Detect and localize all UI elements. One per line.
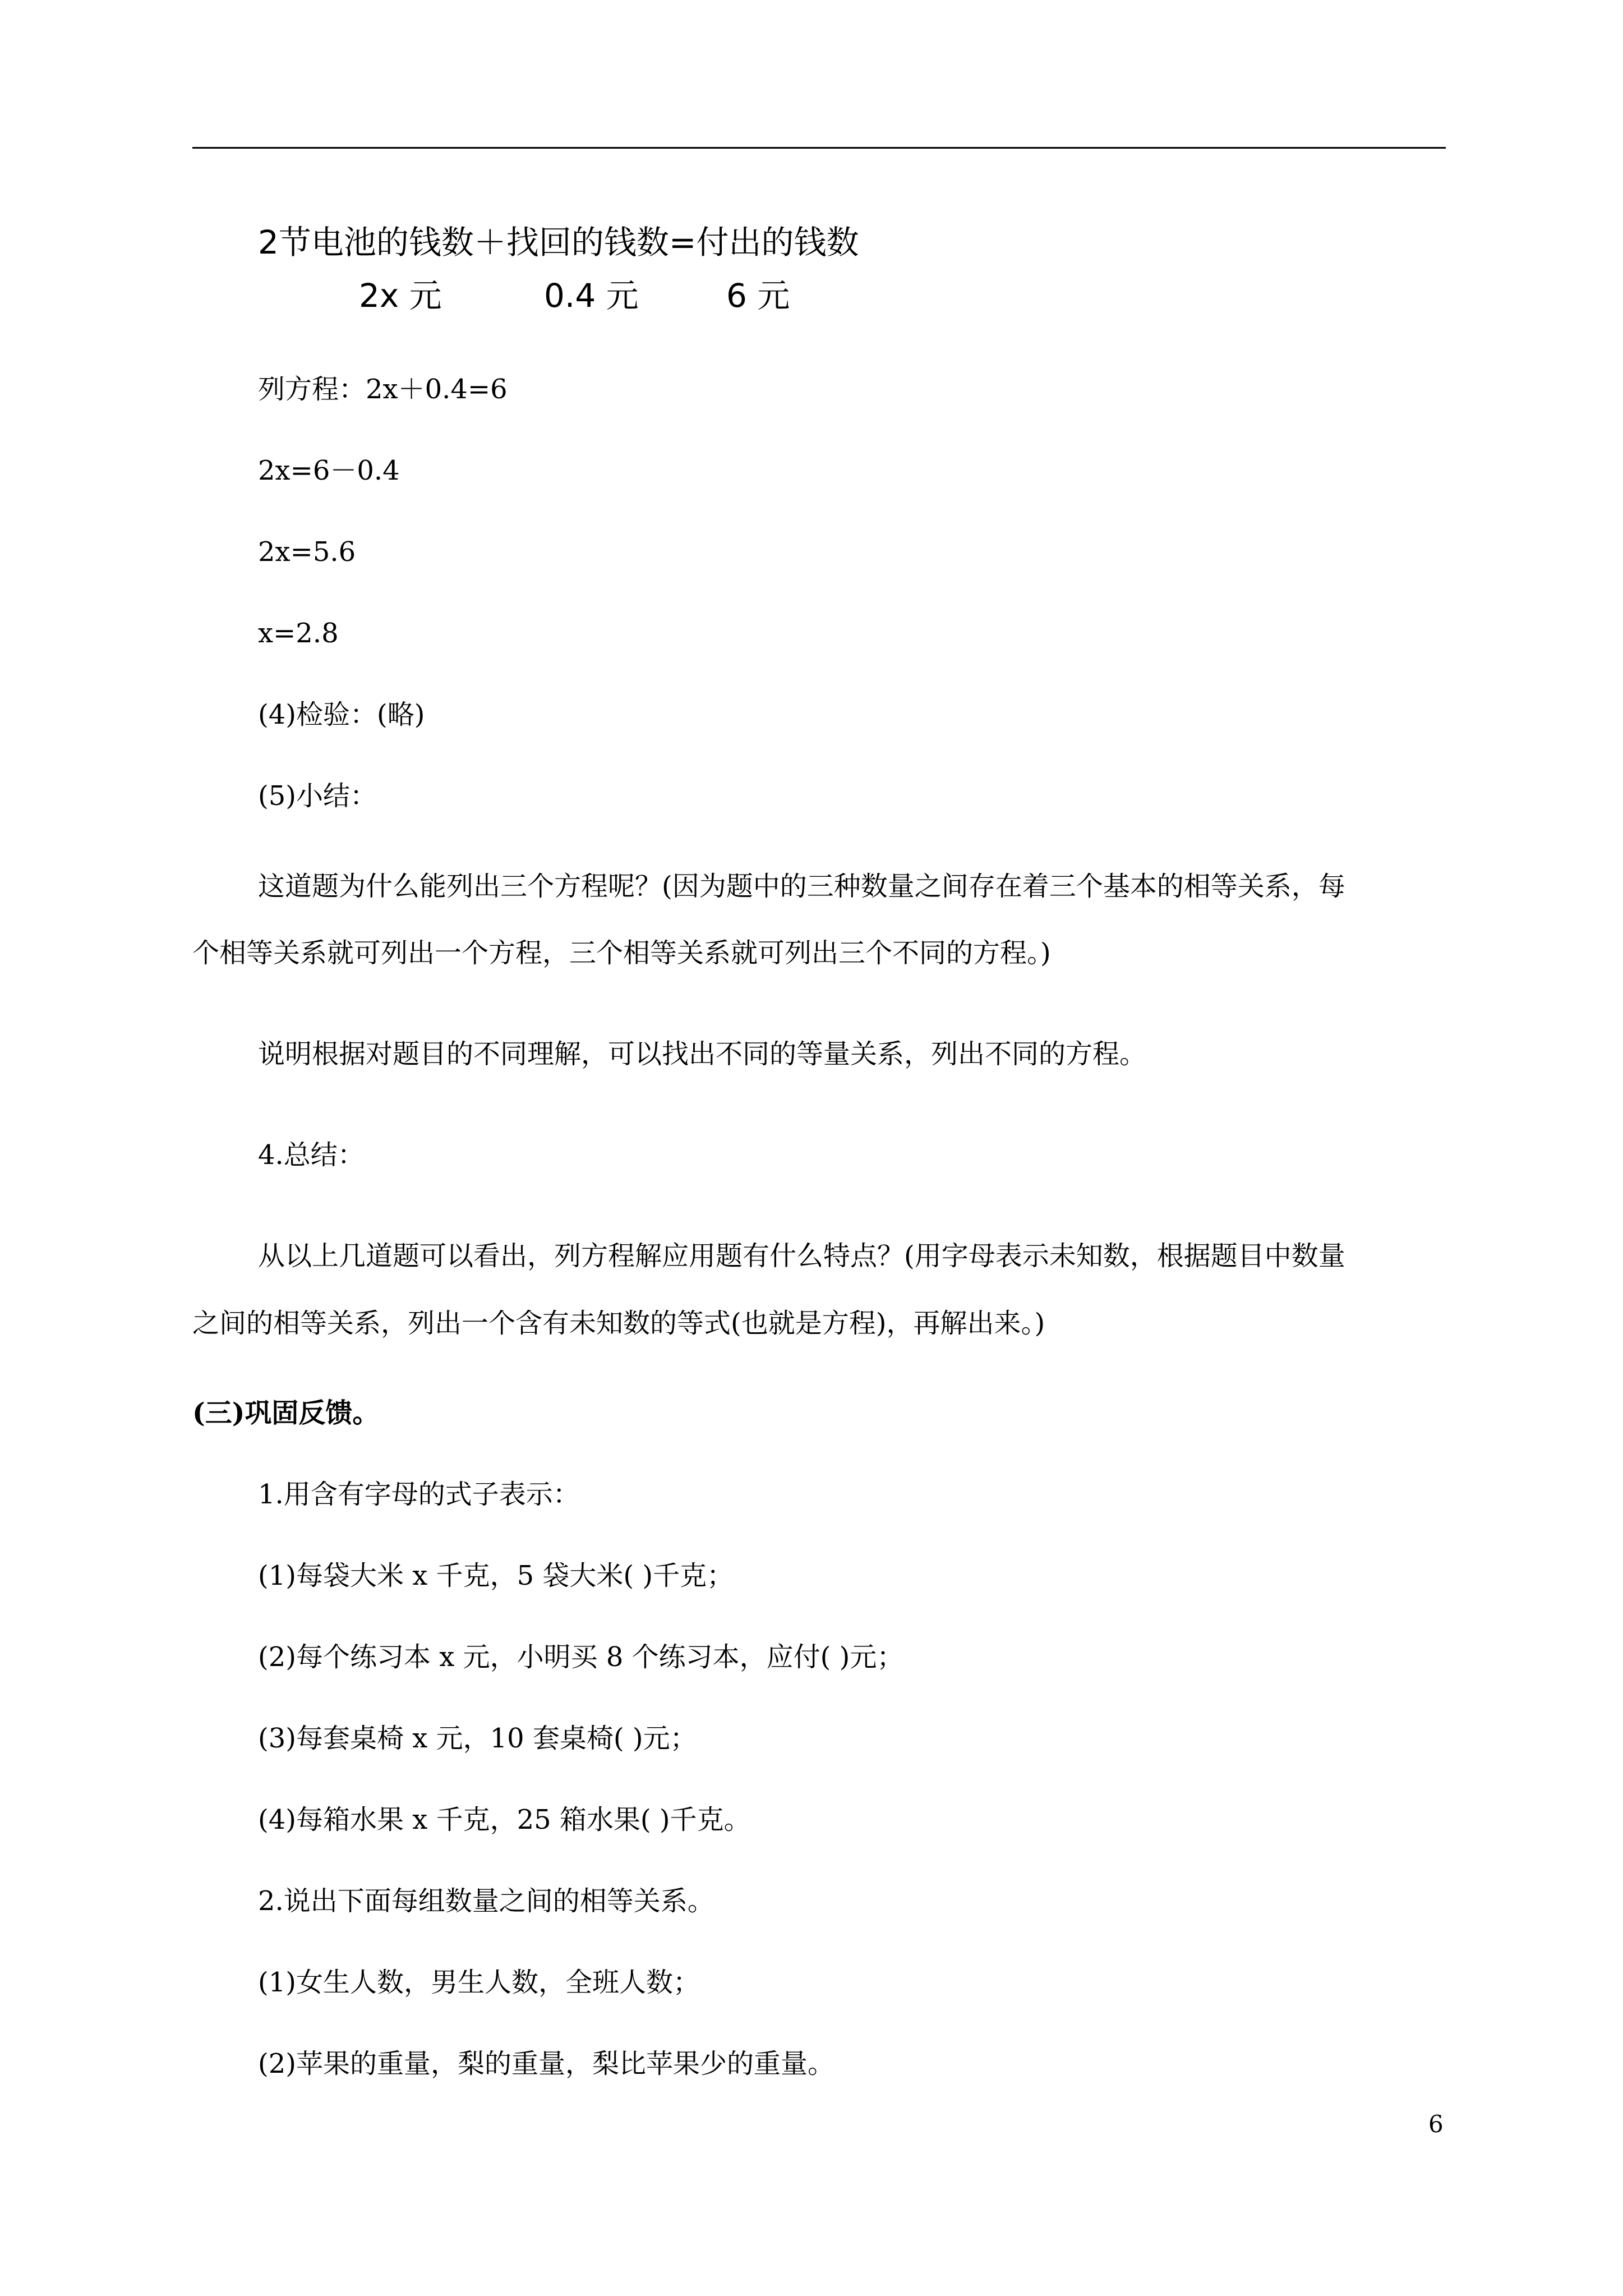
diagram-quantity-change: 0.4 元 <box>544 277 639 315</box>
exercise-item: (1)女生人数，男生人数，全班人数； <box>258 1967 700 1998</box>
paragraph-line: 之间的相等关系，列出一个含有未知数的等式(也就是方程)，再解出来。) <box>192 1308 1045 1339</box>
exercise-item: (4)每箱水果 x 千克，25 箱水果( )千克。 <box>258 1804 751 1835</box>
equation-step: 2x=6－0.4 <box>258 455 400 486</box>
diagram-relation: 2节电池的钱数＋找回的钱数=付出的钱数 <box>258 223 859 261</box>
section-heading: 4.总结： <box>258 1139 365 1171</box>
equation-line: 列方程：2x＋0.4=6 <box>258 374 508 405</box>
exercise-item: (2)每个练习本 x 元，小明买 8 个练习本，应付( )元； <box>258 1641 904 1673</box>
exercise-item: (3)每套桌椅 x 元，10 套桌椅( )元； <box>258 1723 697 1754</box>
paragraph-line: 说明根据对题目的不同理解，可以找出不同的等量关系，列出不同的方程。 <box>258 1038 1147 1070</box>
paragraph-line: 从以上几道题可以看出，列方程解应用题有什么特点？(用字母表示未知数，根据题目中数量 <box>258 1240 1345 1272</box>
exercise-item: (1)每袋大米 x 千克，5 袋大米( )千克； <box>258 1560 734 1591</box>
exercise-heading: 1.用含有字母的式子表示： <box>258 1479 580 1510</box>
diagram-quantity-batteries: 2x 元 <box>359 277 442 315</box>
paragraph-line: 个相等关系就可列出一个方程，三个相等关系就可列出三个不同的方程。) <box>192 937 1051 969</box>
diagram-quantity-paid: 6 元 <box>726 277 790 315</box>
paragraph-line: 这道题为什么能列出三个方程呢？(因为题中的三种数量之间存在着三个基本的相等关系，每 <box>258 871 1345 902</box>
exercise-heading: 2.说出下面每组数量之间的相等关系。 <box>258 1885 714 1917</box>
equation-solution: x=2.8 <box>258 618 339 649</box>
section-title: (三)巩固反馈。 <box>192 1397 380 1429</box>
check-line: (4)检验：(略) <box>258 699 425 730</box>
summary-heading: (5)小结： <box>258 780 377 812</box>
exercise-item: (2)苹果的重量，梨的重量，梨比苹果少的重量。 <box>258 2048 834 2079</box>
header-rule <box>192 147 1446 149</box>
equation-step: 2x=5.6 <box>258 536 356 568</box>
page-number: 6 <box>1428 2110 1444 2138</box>
